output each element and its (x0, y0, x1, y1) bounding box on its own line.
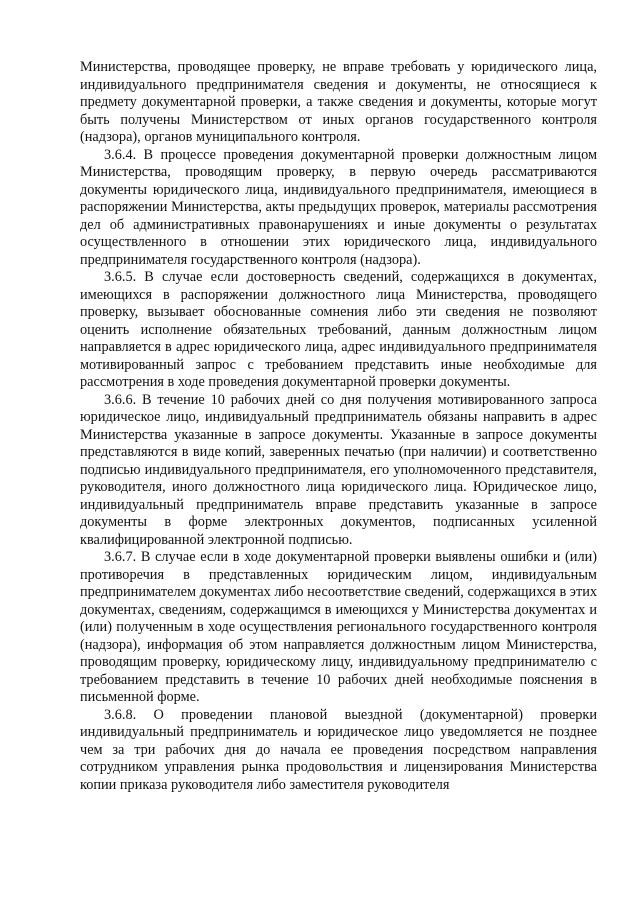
document-page (80, 59, 597, 794)
paragraph-continuation: Министерства, проводящее проверку, не вправе требовать у юридического лица, индивидуального предпринимателя сведения и документы, не относящиеся к предмету документарной проверки, а также сведения и документы, которые могут быть получены Министерством от иных органов государственного контроля (надзора), органов муниципального контроля. (80, 59, 597, 145)
paragraph-3-6-7: 3.6.7. В случае если в ходе документарной проверки выявлены ошибки и (или) противоречия в представленных юридическим лицом, индивидуальным предпринимателем документах либо несоответствие сведений, содержащихся в этих документах, сведениям, содержащимся в имеющихся у Министерства документах и (или) полученным в ходе осуществления регионального государственного контроля (надзора), информация об этом направляется должностным лицом Министерства, проводящим проверку, юридическому лицу, индивидуальному предпринимателю с требованием представить в течение 10 рабочих дней необходимые пояснения в письменной форме. (80, 549, 597, 705)
paragraph-3-6-6: 3.6.6. В течение 10 рабочих дней со дня получения мотивированного запроса юридическое лицо, индивидуальный предприниматель обязаны направить в адрес Министерства указанные в запросе документы. Указанные в запросе документы представляются в виде копий, заверенных печатью (при наличии) и соответственно подписью индивидуального предпринимателя, его уполномоченного представителя, руководителя, иного должностного лица юридического лица. Юридическое лицо, индивидуальный предприниматель вправе представить указанные в запросе документы в форме электронных документов, подписанных усиленной квалифицированной электронной подписью. (80, 391, 597, 548)
paragraph-3-6-5: 3.6.5. В случае если достоверность сведений, содержащихся в документах, имеющихся в распоряжении должностного лица Министерства, проводящего проверку, вызывает обоснованные сомнения либо эти сведения не позволяют оценить исполнение обязательных требований, данным должностным лицом направляется в адрес юридического лица, адрес индивидуального предпринимателя мотивированный запрос с требованием представить иные необходимые для рассмотрения в ходе проведения документарной проверки документы. (80, 269, 597, 390)
paragraph-3-6-8: 3.6.8. О проведении плановой выездной (документарной) проверки индивидуальный предприниматель и юридическое лицо уведомляется не позднее чем за три рабочих дня до начала ее проведения посредством направления сотрудником управления рынка продовольствия и лицензирования Министерства копии приказа руководителя либо заместителя руководителя (80, 706, 597, 793)
paragraph-3-6-4: 3.6.4. В процессе проведения документарной проверки должностным лицом Министерства, проводящим проверку, в первую очередь рассматриваются документы юридического лица, индивидуального предпринимателя, имеющиеся в распоряжении Министерства, акты предыдущих проверок, материалы рассмотрения дел об административных правонарушениях и иные документы о результатах осуществленного в отношении этих юридического лица, индивидуального предпринимателя государственного контроля (надзора). (80, 146, 597, 268)
